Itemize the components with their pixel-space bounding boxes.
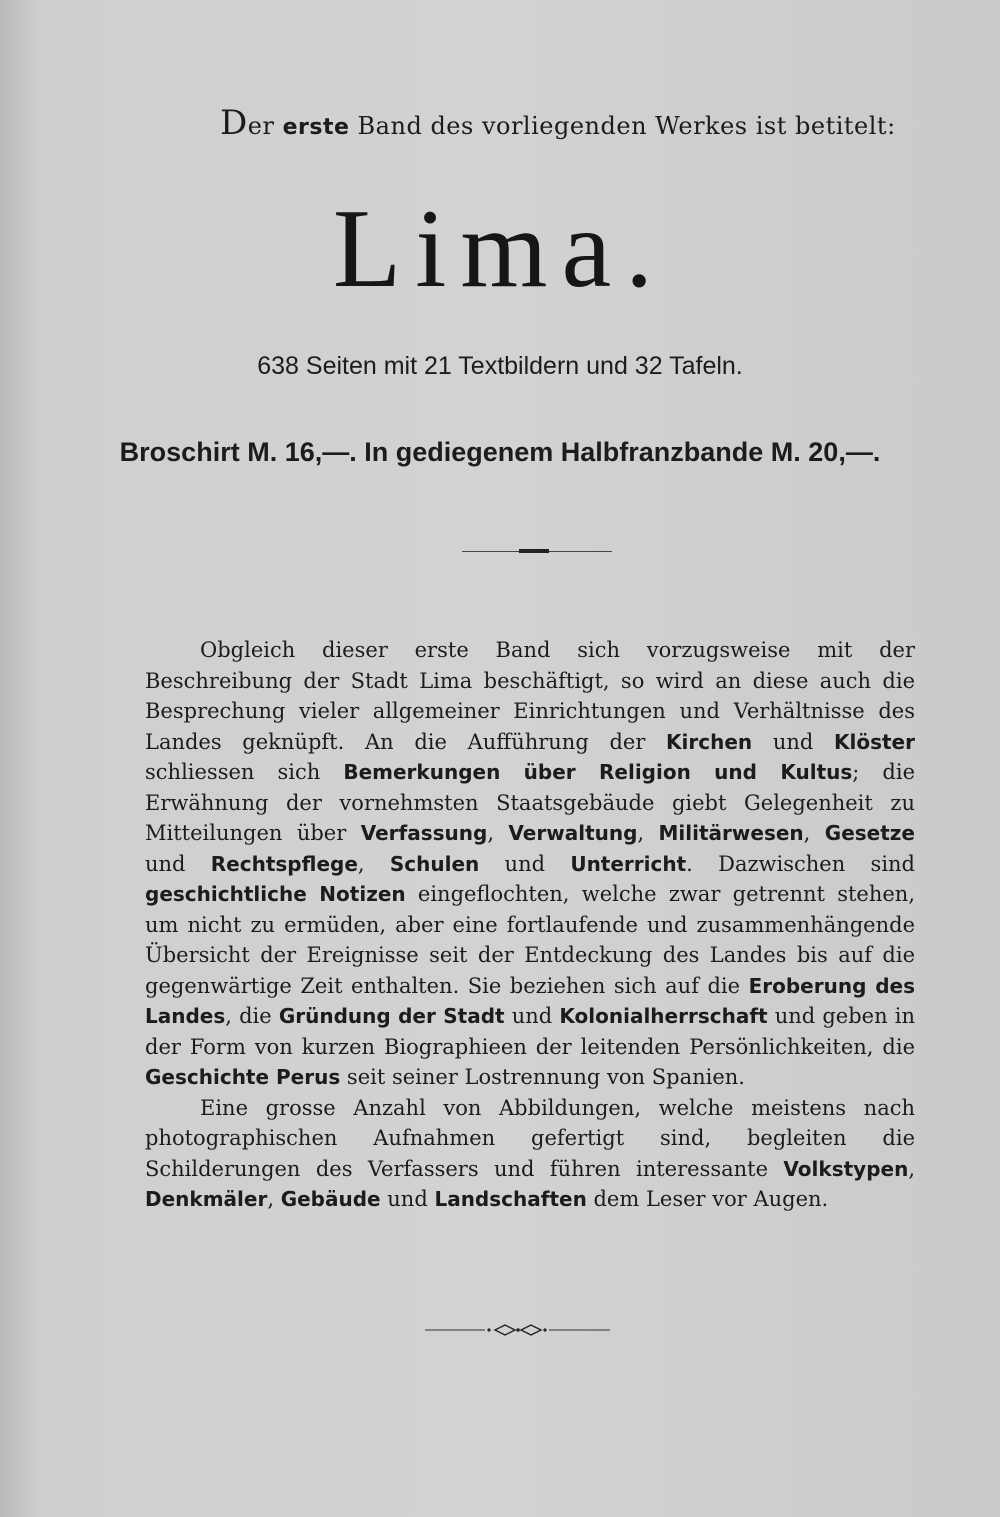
emphasized-term: Gebäude [280,1187,381,1211]
text-run: , [487,821,509,845]
text-run: Obgleich dieser erste Band sich vorzugsweise mit der Beschreibung der Stadt Lima beschäftigt, so wird an diese auch die Besprechung vieler allgemeiner Einrichtungen und Verhältnisse des Landes geknüpft. An die Aufführung der [145,638,915,754]
price-line: Broschirt M. 16,—. In gediegenem Halbfranzbande M. 20,—. [119,437,881,467]
emphasized-term: Bemerkungen über Religion und Kultus [343,760,853,784]
text-run: Eine grosse Anzahl von Abbildungen, welche meistens nach photographischen Aufnahmen gefertigt sind, begleiten die Schilderungen des Verfassers und führen interessante [145,1095,915,1181]
pages-line: 638 Seiten mit 21 Textbildern und 32 Tafeln. [257,352,743,380]
ornament-divider [425,1320,610,1340]
intro-emphasis: erste [282,115,350,140]
text-run: und geben in der Form von kurzen Biographieen der leitenden Persönlichkeiten, die [145,1004,915,1059]
text-run: seit seiner Lostrennung von Spanien. [340,1065,745,1089]
intro-text-1: er [247,112,275,140]
emphasized-term: Gesetze [824,821,915,845]
emphasized-term: Kirchen [666,729,753,754]
text-run: eingeflochten, welche zwar getrennt stehen, um nicht zu ermüden, aber eine fortlaufende und zusammenhängende Übersicht der Ereignisse seit der Entdeckung des Landes bis auf die gegenwärtige Zeit enthalten. Sie beziehen sich auf die [145,882,915,998]
emphasized-term: Verwaltung [508,821,638,845]
emphasized-term: Landschaften [434,1187,587,1211]
emphasized-term: Volkstypen [783,1156,909,1181]
emphasized-term: Verfassung [360,821,488,845]
text-run: , [803,821,825,845]
text-run: , [637,821,659,845]
emphasized-term: Militärwesen [658,821,804,845]
text-run: , [357,851,390,876]
intro-text-2: Band des vorliegenden Werkes ist betitelt: [357,112,896,140]
book-title: Lima. [332,187,668,311]
text-run: und [380,1187,435,1211]
paragraph [145,635,915,1093]
text-run: , die [225,1004,279,1028]
emphasized-term: Schulen [389,851,480,876]
emphasized-term: Unterricht [570,851,687,876]
emphasized-term: Rechtspflege [210,851,358,876]
text-run: . Dazwischen sind [686,851,916,876]
text-run: und [145,851,211,876]
emphasized-term: Geschichte Perus [145,1065,341,1089]
text-run: schliessen sich [145,760,344,784]
emphasized-term: geschichtliche Notizen [145,882,406,906]
emphasized-term: Gründung der Stadt [278,1004,505,1028]
text-run: und [504,1004,560,1028]
text-run: und [752,729,834,754]
emphasized-term: Denkmäler [145,1187,268,1211]
text-run: und [479,851,571,876]
emphasized-term: Eroberung des Landes [145,973,915,1028]
text-run: dem Leser vor Augen. [586,1187,829,1211]
separator-rule-center [519,549,549,553]
emphasized-term: Kolonialherrschaft [559,1004,768,1028]
emphasized-term: Klöster [834,729,915,754]
text-run: , [267,1187,281,1211]
text-run: ; die Erwähnung der vornehmsten Staatsgebäude giebt Gelegenheit zu Mitteilungen über [145,760,916,845]
text-run: , [908,1156,915,1181]
paragraph [145,1093,915,1215]
intro-line [220,103,896,143]
drop-letter: D [220,103,248,143]
description-text [145,635,915,1215]
